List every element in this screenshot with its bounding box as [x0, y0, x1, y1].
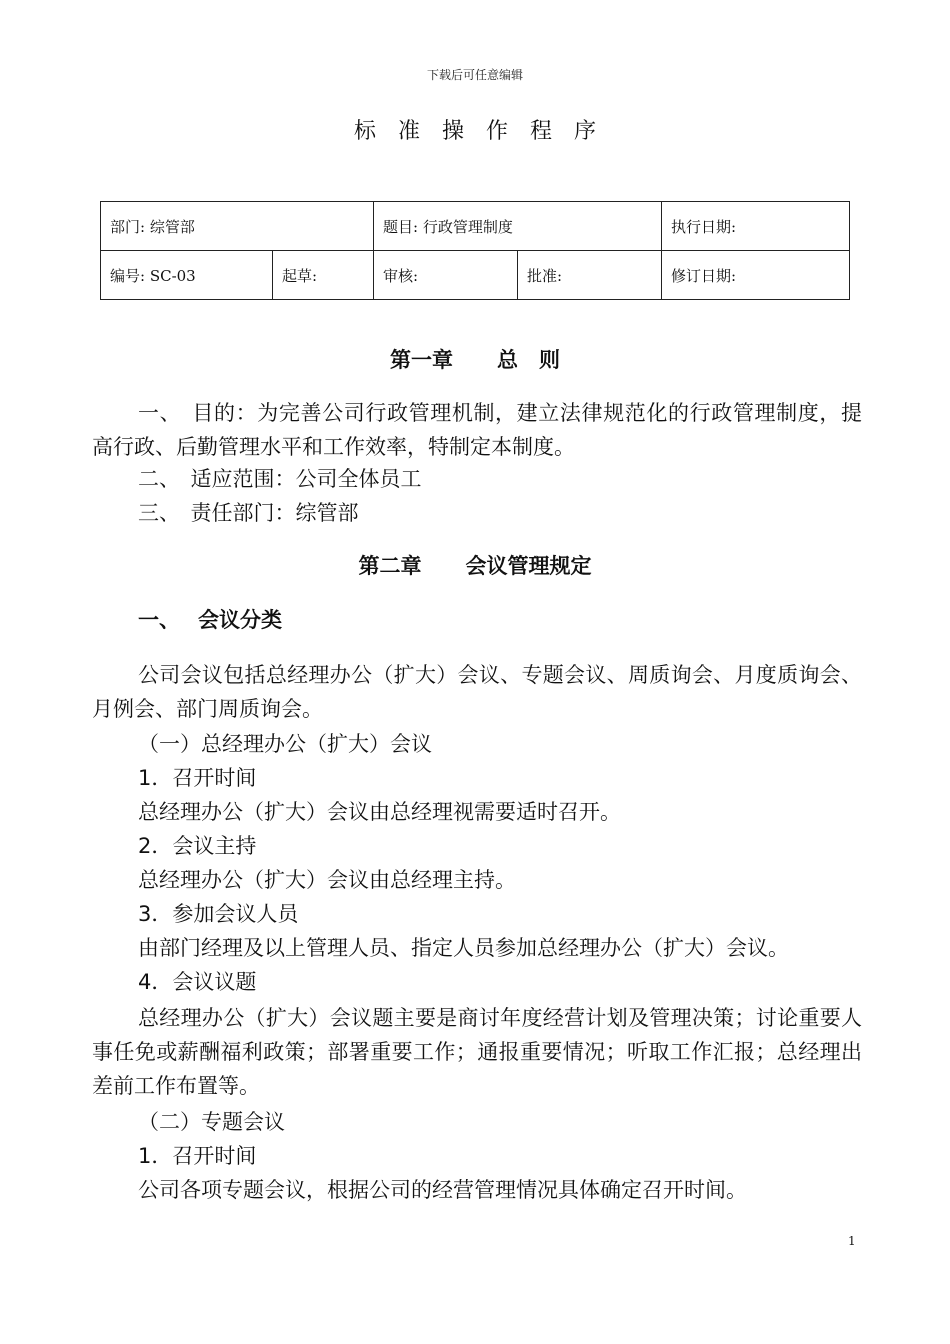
- chapter1-item1: 一、 目的：为完善公司行政管理机制，建立法律规范化的行政管理制度，提高行政、后勤管理水平和工作效率，特制定本制度。: [92, 401, 862, 459]
- item-topics-title: 4．会议议题: [138, 970, 257, 994]
- section1-title: 会议分类: [198, 608, 282, 632]
- chapter2-title: 会议管理规定: [465, 554, 592, 578]
- meeting-intro: 公司会议包括总经理办公（扩大）会议、专题会议、周质询会、月度质询会、月例会、部门周质询会。: [92, 663, 862, 721]
- chapter2-heading: [0, 550, 950, 580]
- sub2-time-text: 公司各项专题会议，根据公司的经营管理情况具体确定召开时间。: [138, 1178, 747, 1202]
- section1-number: 一、: [138, 608, 180, 632]
- subject-cell: 题目: 行政管理制度: [374, 202, 662, 251]
- item-attendees-title: 3．参加会议人员: [138, 902, 299, 926]
- dept-cell: 部门: 综管部: [101, 202, 374, 251]
- chapter1-heading: [0, 344, 950, 374]
- item-time-text: 总经理办公（扩大）会议由总经理视需要适时召开。: [138, 800, 621, 824]
- header-note: 下载后可任意编辑: [426, 68, 523, 82]
- info-table-row: [101, 251, 850, 300]
- exec-date-cell: 执行日期:: [662, 202, 850, 251]
- draft-cell: 起草:: [273, 251, 374, 300]
- subsection1-title: （一）总经理办公（扩大）会议: [138, 732, 432, 756]
- item-time-title: 1．召开时间: [138, 766, 257, 790]
- chapter1-item3: 三、 责任部门：综管部: [138, 501, 359, 525]
- info-table: [100, 201, 850, 300]
- chapter1-number: 第一章: [390, 348, 453, 372]
- chapter1-item2: 二、 适应范围：公司全体员工: [138, 467, 422, 491]
- chapter1-title: 总 则: [497, 348, 560, 372]
- chapter2-number: 第二章: [358, 554, 422, 578]
- subsection2-title: （二）专题会议: [138, 1110, 285, 1134]
- approve-cell: 批准:: [518, 251, 662, 300]
- item-attendees-text: 由部门经理及以上管理人员、指定人员参加总经理办公（扩大）会议。: [138, 936, 789, 960]
- sub2-time-title: 1．召开时间: [138, 1144, 257, 1168]
- item-host-title: 2．会议主持: [138, 834, 257, 858]
- document-title: 标准操作程序: [353, 119, 618, 144]
- revise-date-cell: 修订日期:: [662, 251, 850, 300]
- code-cell: 编号: SC-03: [101, 251, 273, 300]
- item-topics-text: 总经理办公（扩大）会议题主要是商讨年度经营计划及管理决策；讨论重要人事任免或薪酬福利政策；部署重要工作；通报重要情况；听取工作汇报；总经理出差前工作布置等。: [92, 1006, 862, 1098]
- section1-heading: [138, 603, 282, 637]
- item-host-text: 总经理办公（扩大）会议由总经理主持。: [138, 868, 516, 892]
- page-number: 1: [848, 1234, 856, 1248]
- review-cell: 审核:: [374, 251, 518, 300]
- info-table-row: [101, 202, 850, 251]
